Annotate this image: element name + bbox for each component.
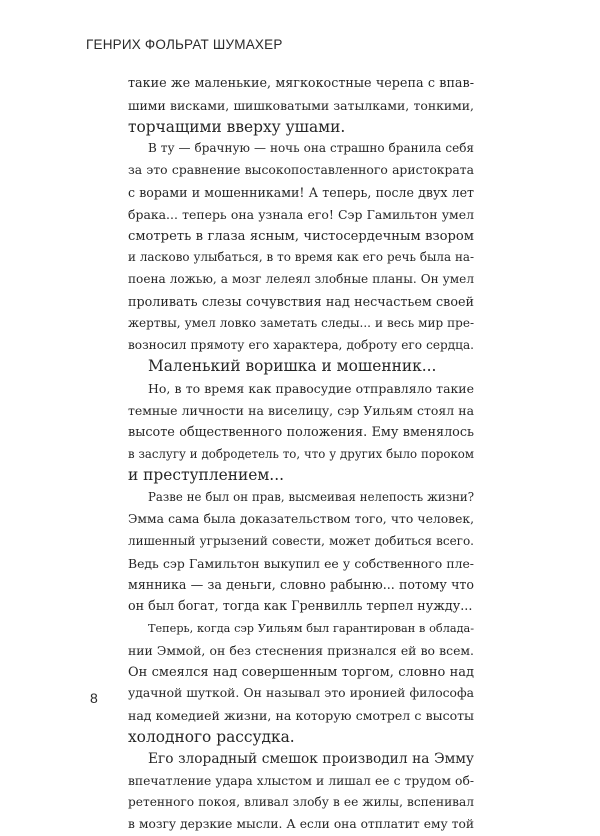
text-line: шими висками, шишковатыми затылками, тонкими, [128, 97, 474, 113]
text-line: лишенный угрызений совести, может добиться всего. [128, 533, 474, 548]
text-line: брака... теперь она узнала его! Сэр Гамильтон умел [128, 206, 474, 222]
text-line: Теперь, когда сэр Уильям был гарантирован в облада- [148, 621, 474, 635]
text-line: торчащими вверху ушами. [128, 117, 346, 136]
text-line: в заслугу и добродетель то, что у других было пороком [128, 446, 474, 461]
text-line: возносил прямоту его характера, доброту его сердца. [128, 337, 474, 352]
text-line: и преступлением... [128, 466, 284, 485]
text-line: удачной шуткой. Он называл это иронией философа [128, 686, 474, 701]
text-line: смотреть в глаза ясным, чистосердечным взором [128, 228, 474, 244]
text-line: высоте общественного положения. Ему вменялось [128, 424, 474, 440]
page-number: 8 [90, 690, 98, 706]
body-text [128, 73, 474, 836]
text-line: и ласково улыбаться, в то время как его речь была на- [128, 250, 474, 265]
text-line: Маленький воришка и мошенник... [148, 357, 437, 376]
text-line: Его злорадный смешок производил на Эмму [148, 750, 474, 767]
text-line: проливать слезы сочувствия над несчастьем своей [128, 293, 474, 309]
text-line: за это сравнение высокопоставленного аристократа [128, 163, 474, 178]
text-line: Эмма сама была доказательством того, что человек, [128, 511, 474, 526]
text-line: холодного рассудка. [128, 727, 295, 746]
text-line: Но, в то время как правосудие отправляло такие [148, 381, 474, 397]
text-line: нии Эммой, он без стеснения признался ей во всем. [128, 642, 474, 658]
text-line: поена ложью, а мозг лелеял злобные планы. Он умел [128, 272, 474, 287]
text-line: мянника — за деньги, словно рабыню... потому что [128, 577, 474, 593]
text-line: Он смеялся над совершенным торгом, словно над [128, 664, 474, 680]
text-line: впечатление удара хлыстом и лишал ее с трудом об- [128, 773, 474, 788]
text-line: темные личности на виселицу, сэр Уильям стоял на [128, 402, 474, 418]
text-line: такие же маленькие, мягкокостные черепа с впав- [128, 76, 474, 91]
text-line: жертвы, умел ловко заметать следы... и весь мир пре- [128, 315, 474, 330]
running-title: ГЕНРИХ ФОЛЬРАТ ШУМАХЕР [86, 37, 283, 52]
text-line: ретенного покоя, вливал злобу в ее жилы, вспенивал [128, 795, 474, 810]
text-line: Ведь сэр Гамильтон выкупил ее у собственного пле- [128, 555, 474, 571]
text-line: он был богат, тогда как Гренвилль терпел нужду... [128, 599, 473, 615]
text-line: с ворами и мошенниками! А теперь, после двух лет [128, 184, 474, 200]
text-line: над комедией жизни, на которую смотрел с высоты [128, 708, 474, 724]
text-line: В ту — брачную — ночь она страшно бранила себя [148, 141, 474, 156]
text-line: Разве не был он прав, высмеивая нелепость жизни? [148, 490, 474, 505]
text-line: в мозгу дерзкие мысли. А если она отплатит ему той [128, 817, 474, 832]
